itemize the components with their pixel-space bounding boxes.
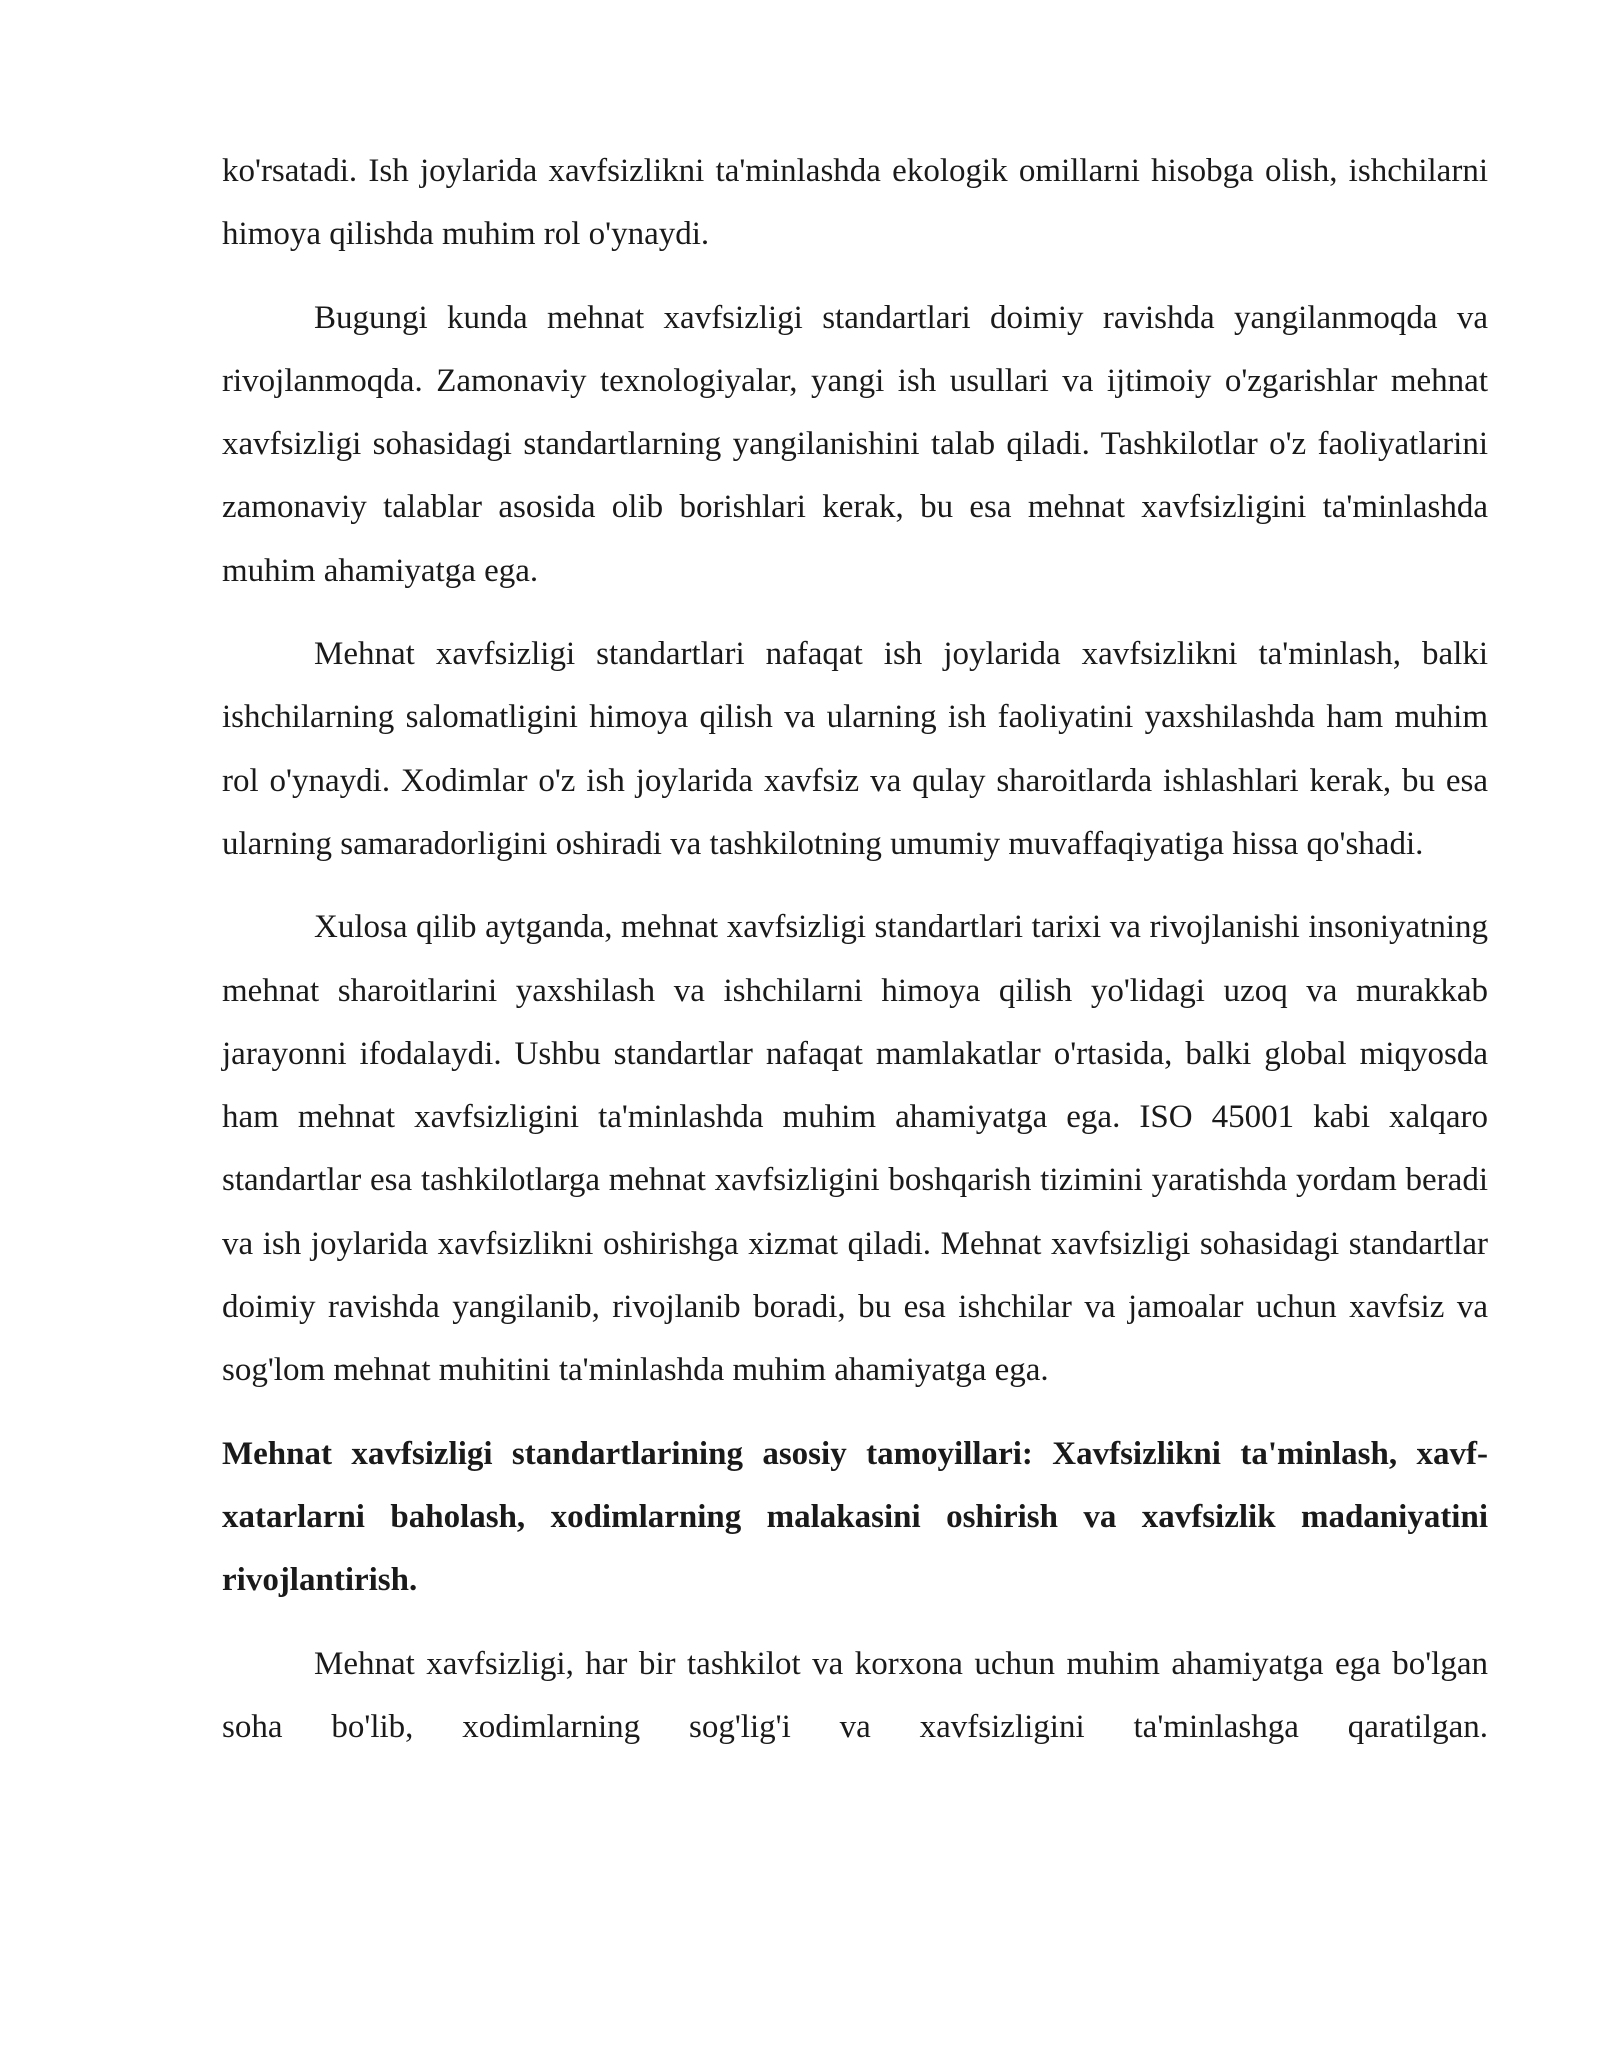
section-heading: Mehnat xavfsizligi standartlarining asosiy tamoyillari: Xavfsizlikni ta'minlash, xavf-xatarlarni baholash, xodimlarning malakasini oshirish va xavfsizlik madaniyatini rivojlantirish.	[222, 1435, 1488, 1599]
paragraph-standards-updating: Bugungi kunda mehnat xavfsizligi standartlari doimiy ravishda yangilanmoqda va rivojlanmoqda. Zamonaviy texnologiyalar, yangi ish usullari va ijtimoiy o'zgarishlar mehnat xavfsizligi sohasidagi standartlarning yangilanishini talab qiladi. Tashkilotlar o'z faoliyatlarini zamonaviy talablar asosida olib borishlari kerak, bu esa mehnat xavfsizligini ta'minlashda muhim ahamiyatga ega.	[222, 299, 1488, 589]
document-body	[222, 140, 1488, 1759]
paragraph-worker-health: Mehnat xavfsizligi standartlari nafaqat ish joylarida xavfsizlikni ta'minlash, balki ishchilarning salomatligini himoya qilish va ularning ish faoliyatini yaxshilashda ham muhim rol o'ynaydi. Xodimlar o'z ish joylarida xavfsiz va qulay sharoitlarda ishlashlari kerak, bu esa ularning samaradorligini oshiradi va tashkilotning umumiy muvaffaqiyatiga hissa qo'shadi.	[222, 636, 1488, 862]
paragraph-conclusion: Xulosa qilib aytganda, mehnat xavfsizligi standartlari tarixi va rivojlanishi insoniyatning mehnat sharoitlarini yaxshilash va ishchilarni himoya qilish yo'lidagi uzoq va murakkab jarayonni ifodalaydi. Ushbu standartlar nafaqat mamlakatlar o'rtasida, balki global miqyosda ham mehnat xavfsizligini ta'minlashda muhim ahamiyatga ega. ISO 45001 kabi xalqaro standartlar esa tashkilotlarga mehnat xavfsizligini boshqarish tizimini yaratishda yordam beradi va ish joylarida xavfsizlikni oshirishga xizmat qiladi. Mehnat xavfsizligi sohasidagi standartlar doimiy ravishda yangilanib, rivojlanib boradi, bu esa ishchilar va jamoalar uchun xavfsiz va sog'lom mehnat muhitini ta'minlashda muhim ahamiyatga ega.	[222, 909, 1488, 1389]
paragraph-continuation: ko'rsatadi. Ish joylarida xavfsizlikni ta'minlashda ekologik omillarni hisobga olish, ishchilarni himoya qilishda muhim rol o'ynaydi.	[222, 153, 1488, 253]
paragraph-section-intro: Mehnat xavfsizligi, har bir tashkilot va korxona uchun muhim ahamiyatga ega bo'lgan soha bo'lib, xodimlarning sog'lig'i va xavfsizligini ta'minlashga qaratilgan.	[222, 1645, 1488, 1745]
